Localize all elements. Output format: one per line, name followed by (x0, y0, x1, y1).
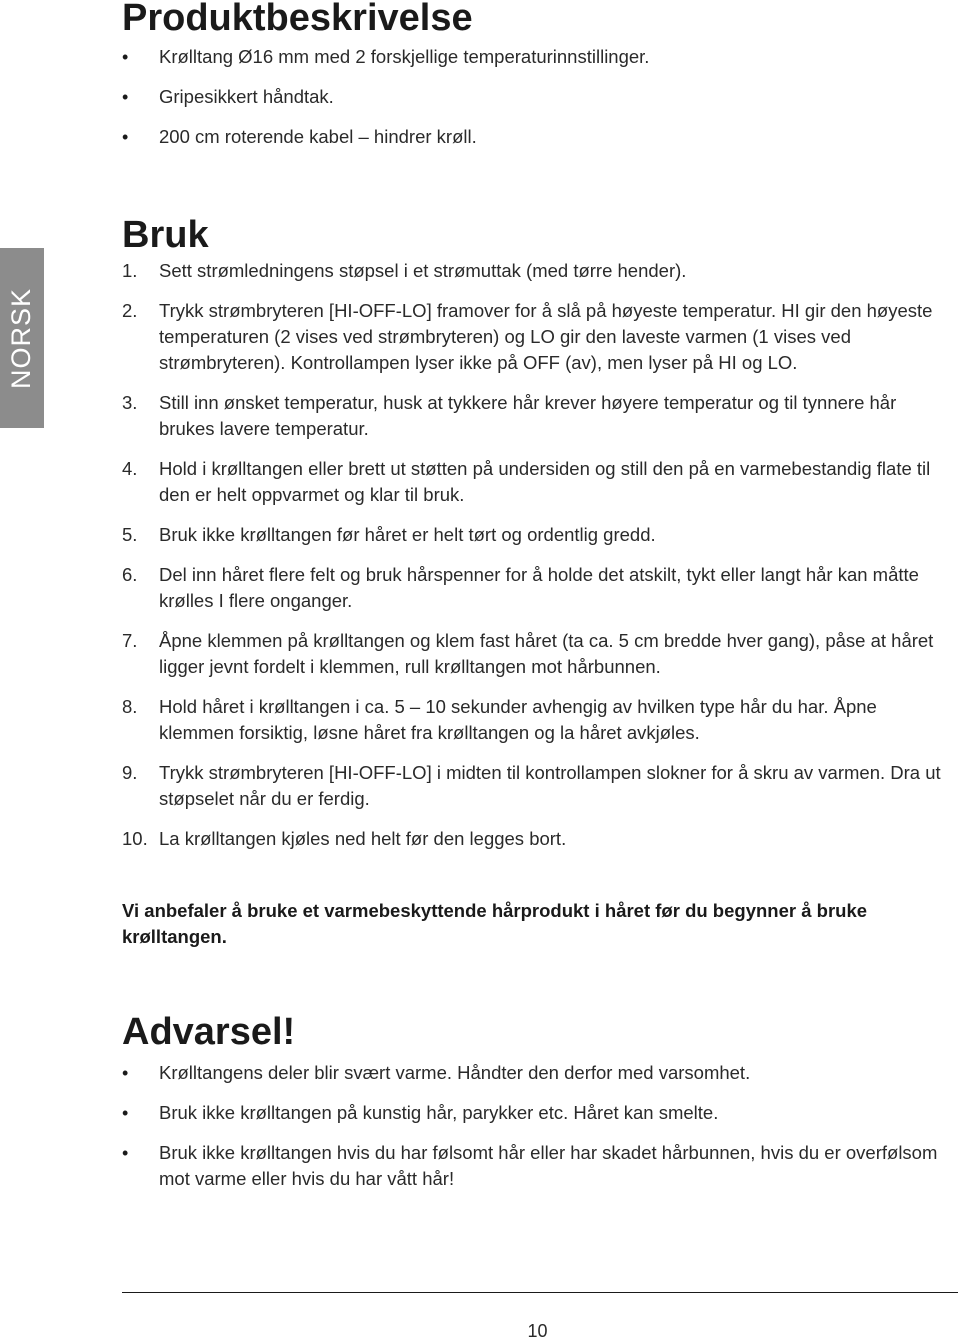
step-number: 4. (122, 458, 138, 479)
step-item (122, 390, 952, 442)
step-item (122, 456, 952, 508)
step-text: Åpne klemmen på krølltangen og klem fast håret (ta ca. 5 cm bredde hver gang), påse at håret ligger jevnt fordelt i klemmen, rull krølltangen mot hårbunnen. (159, 630, 934, 677)
footer-divider (122, 1292, 958, 1293)
step-text: Trykk strømbryteren [HI-OFF-LO] i midten til kontrollampen slokner for å skru av varmen. Dra ut støpselet når du er ferdig. (159, 762, 941, 809)
language-tab-label: NORSK (6, 287, 37, 389)
step-number: 6. (122, 564, 138, 585)
step-text: Hold i krølltangen eller brett ut støtten på undersiden og still den på en varmebestandig flate til den er helt oppvarmet og klar til bruk. (159, 458, 931, 505)
step-number: 2. (122, 300, 138, 321)
step-text: Sett strømledningens støpsel i et strømuttak (med tørre hender). (159, 260, 687, 281)
step-number: 10. (122, 828, 148, 849)
product-feature-list (122, 44, 952, 164)
list-item: • Krølltangens deler blir svært varme. Håndter den derfor med varsomhet. (122, 1060, 952, 1086)
usage-steps-list (122, 258, 952, 866)
list-item: • 200 cm roterende kabel – hindrer krøll. (122, 124, 952, 150)
step-item (122, 522, 952, 548)
warning-heading: Advarsel! (122, 1011, 296, 1053)
step-item (122, 298, 952, 376)
list-item: • Bruk ikke krølltangen hvis du har følsomt hår eller har skadet hårbunnen, hvis du er overfølsom mot varme eller hvis du har vått hår! (122, 1140, 952, 1192)
step-number: 3. (122, 392, 138, 413)
step-item (122, 826, 952, 852)
list-item: • Bruk ikke krølltangen på kunstig hår, parykker etc. Håret kan smelte. (122, 1100, 952, 1126)
step-number: 7. (122, 630, 138, 651)
step-text: Bruk ikke krølltangen før håret er helt tørt og ordentlig gredd. (159, 524, 656, 545)
page-number: 10 (527, 1321, 548, 1341)
step-item (122, 694, 952, 746)
step-text: Trykk strømbryteren [HI-OFF-LO] framover for å slå på høyeste temperatur. HI gir den høyeste temperaturen (2 vises ved strømbryteren) og LO gir den laveste varmen (1 vises ved strømbryteren). Kontrollampen lyser ikke på OFF (av), men lyser på HI og LO. (159, 300, 933, 373)
list-item: • Krølltang Ø16 mm med 2 forskjellige temperaturinnstillinger. (122, 44, 952, 70)
step-number: 8. (122, 696, 138, 717)
step-number: 9. (122, 762, 138, 783)
step-text: Del inn håret flere felt og bruk hårspenner for å holde det atskilt, tykt eller langt hår kan måtte krølles I flere onganger. (159, 564, 919, 611)
step-item (122, 760, 952, 812)
step-item (122, 562, 952, 614)
warning-list (122, 1060, 952, 1206)
step-number: 1. (122, 260, 138, 281)
step-text: La krølltangen kjøles ned helt før den legges bort. (159, 828, 567, 849)
language-tab (0, 248, 44, 428)
product-description-heading: Produktbeskrivelse (122, 0, 473, 39)
step-number: 5. (122, 524, 138, 545)
usage-heading: Bruk (122, 214, 209, 256)
step-text: Still inn ønsket temperatur, husk at tykkere hår krever høyere temperatur og til tynnere hår brukes lavere temperatur. (159, 392, 897, 439)
list-item: • Gripesikkert håndtak. (122, 84, 952, 110)
step-text: Hold håret i krølltangen i ca. 5 – 10 sekunder avhengig av hvilken type hår du har. Åpne klemmen forsiktig, løsne håret fra krølltangen og la håret avkjøles. (159, 696, 877, 743)
step-item (122, 628, 952, 680)
step-item (122, 258, 952, 284)
recommendation-note: Vi anbefaler å bruke et varmebeskyttende hårprodukt i håret før du begynner å bruke krølltangen. (122, 900, 868, 947)
